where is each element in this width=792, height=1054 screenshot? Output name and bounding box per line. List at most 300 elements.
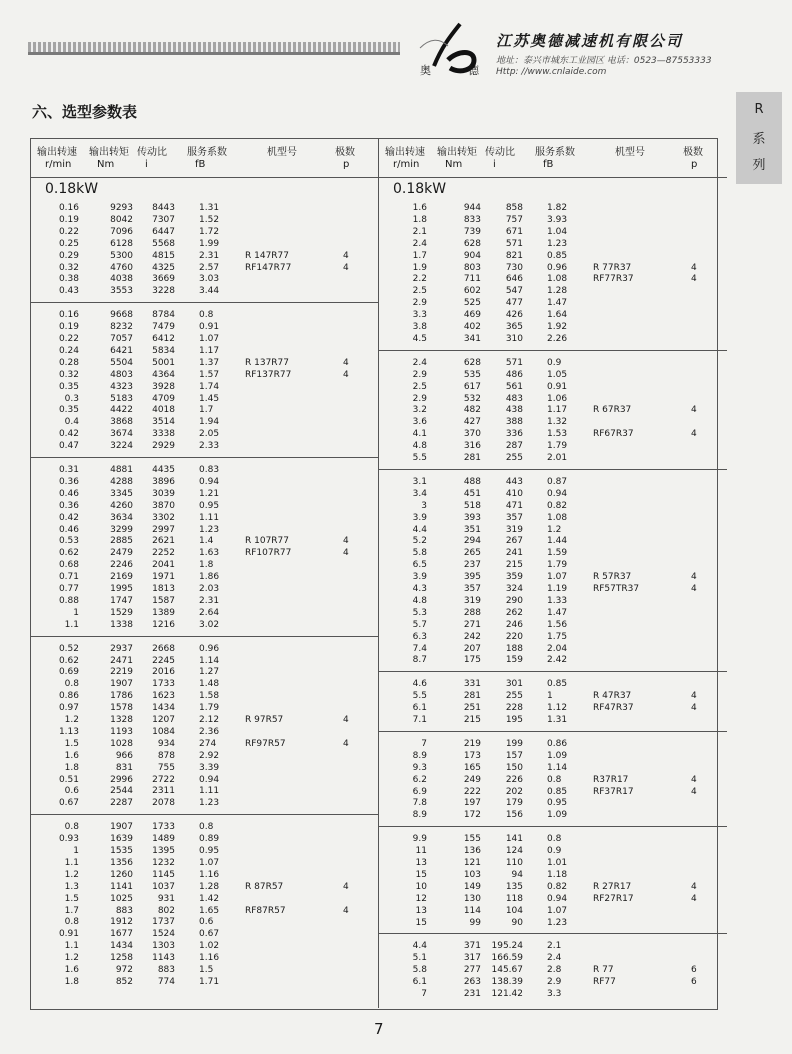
table-cell: 1.12 [547,703,568,714]
table-cell: 3345 [110,488,133,499]
table-cell: 7.4 [412,643,427,654]
table-cell: 1084 [152,726,175,737]
table-cell: 739 [463,226,481,237]
table-cell: 402 [463,322,481,332]
table-cell: 0.8 [64,679,79,690]
table-cell: 6128 [110,238,133,249]
table-cell: 319 [463,595,481,606]
table-cell: 90 [511,917,523,928]
table-cell: 1.31 [547,715,568,725]
table-cell: 0.94 [547,488,568,499]
table-cell: 878 [157,750,175,761]
table-cell: 1.23 [199,524,220,535]
group-separator [31,814,379,815]
table-cell: 0.96 [547,262,568,273]
table-cell: 1.59 [547,548,568,559]
table-cell: 1639 [110,834,133,845]
table-cell: 2.9 [412,393,427,404]
table-cell: 561 [505,381,523,392]
table-cell: 3 [421,500,427,511]
pole-cell: 4 [691,572,697,583]
table-cell: 1813 [152,584,175,594]
table-cell: 9293 [110,203,133,213]
table-cell: 0.42 [58,429,79,440]
table-cell: 1.8 [64,762,79,773]
table-cell: 0.19 [58,214,79,225]
table-cell: 1.1 [64,857,79,868]
model-cell: R 47R37 [593,691,632,702]
table-cell: 0.29 [58,250,79,261]
table-cell: 0.43 [58,286,79,297]
table-cell: 1.6 [64,750,79,761]
table-cell: 5001 [152,357,175,368]
table-cell: 4.4 [412,941,427,952]
table-cell: 4803 [110,369,133,380]
table-cell: 0.8 [64,822,79,833]
table-cell: 121.42 [491,989,523,999]
table-cell: 7 [421,738,427,749]
table-cell: 255 [505,453,523,463]
table-cell: 2.31 [199,595,220,606]
table-cell: 0.97 [58,703,79,714]
pole-cell: 4 [691,703,697,714]
table-cell: 1232 [152,857,175,868]
table-cell: 1143 [152,953,175,964]
table-cell: 271 [463,619,481,630]
table-cell: 0.47 [58,441,79,452]
table-cell: 427 [463,417,481,428]
table-cell: 294 [463,536,481,547]
table-cell: 1.17 [547,405,568,416]
column-header-speed: 输出转速 [385,147,425,158]
group-separator [31,636,379,637]
table-cell: 110 [505,858,523,868]
table-cell: 7.8 [412,798,427,809]
table-cell: 1.2 [64,715,79,725]
table-cell: 1.65 [199,905,220,916]
table-cell: 1 [73,607,79,618]
table-cell: 0.89 [199,834,220,845]
model-cell: R37R17 [593,774,629,785]
model-cell: RF107R77 [245,548,292,559]
column-unit-service: fB [195,159,206,170]
model-cell: RF87R57 [245,905,286,916]
table-cell: 4815 [152,250,175,261]
table-cell: 0.16 [58,310,79,321]
table-cell: 8232 [110,322,133,333]
table-cell: 11 [415,846,427,857]
pole-cell: 4 [691,786,697,797]
table-cell: 9.9 [412,834,427,845]
table-cell: 1.19 [547,584,568,594]
table-cell: 195.24 [491,941,523,952]
table-cell: 317 [463,953,481,964]
group-separator [379,933,727,934]
table-cell: 13 [415,858,427,868]
table-cell: 0.35 [58,381,79,392]
table-cell: 3302 [152,512,175,523]
table-cell: 2544 [110,786,133,797]
table-cell: 4260 [110,500,133,511]
table-cell: 2.9 [547,977,562,988]
model-cell: RF67R37 [593,429,634,440]
model-cell: R 77 [593,965,614,976]
group-separator [379,826,727,827]
table-cell: 2.03 [199,584,220,594]
table-cell: 1338 [110,619,133,630]
column-unit-torque: Nm [445,159,463,170]
table-cell: 2041 [152,560,175,571]
table-cell: 3.6 [412,417,427,428]
table-cell: 1.1 [64,619,79,630]
pole-cell: 4 [691,262,697,273]
table-cell: 833 [463,214,481,225]
table-cell: 1.07 [199,857,220,868]
table-cell: 3338 [152,429,175,440]
table-cell: 1.16 [199,953,220,964]
table-cell: 602 [463,286,481,297]
table-cell: 324 [505,584,523,594]
table-cell: 263 [463,977,481,988]
table-cell: 2.64 [199,607,220,618]
table-cell: 1.48 [199,679,220,690]
table-cell: 2929 [152,441,175,452]
table-cell: 10 [415,881,427,892]
table-cell: 0.32 [58,369,79,380]
group-separator [379,731,727,732]
table-cell: 2.04 [547,643,568,654]
table-cell: 4881 [110,465,133,475]
table-cell: 267 [505,536,523,547]
table-cell: 290 [505,595,523,606]
table-cell: 179 [505,798,523,809]
table-cell: 0.8 [547,774,562,785]
table-cell: 0.38 [58,274,79,285]
table-cell: 1.7 [412,250,427,261]
table-cell: 0.24 [58,345,79,356]
column-header-poles: 极数 [335,147,355,158]
table-cell: 488 [463,476,481,487]
table-cell: 3634 [110,512,133,523]
group-separator [31,457,379,458]
table-cell: 0.85 [547,250,568,261]
table-cell: 1.71 [199,976,220,987]
pole-cell: 4 [691,893,697,904]
model-cell: R 77R37 [593,262,632,273]
table-cell: 288 [463,607,481,618]
table-cell: 4.3 [412,584,427,594]
table-cell: 1.56 [547,619,568,630]
table-cell: 4760 [110,262,133,273]
table-cell: 2246 [110,560,133,571]
table-cell: 150 [505,762,523,773]
table-cell: 628 [463,357,481,368]
table-cell: 0.83 [199,465,220,475]
table-cell: 483 [505,393,523,404]
table-cell: 156 [505,810,523,821]
table-cell: 241 [505,548,523,559]
table-cell: 237 [463,560,481,571]
table-cell: 395 [463,572,481,583]
table-cell: 1.2 [547,524,562,535]
table-cell: 319 [505,524,523,535]
table-cell: 1.75 [547,631,568,642]
table-cell: 1.23 [547,238,568,249]
table-cell: 0.95 [199,846,220,856]
table-cell: 0.82 [547,500,568,511]
table-cell: 443 [505,476,523,487]
table-cell: 3228 [152,286,175,297]
table-cell: 6.9 [412,786,427,797]
table-cell: 7307 [152,214,175,225]
table-cell: 3.2 [412,405,427,416]
table-cell: 469 [463,310,481,321]
table-cell: 265 [463,548,481,559]
model-cell: RF37R17 [593,786,634,797]
table-cell: 202 [505,786,523,797]
table-cell: 486 [505,369,523,380]
table-cell: 7.1 [412,715,427,725]
column-header-poles: 极数 [683,147,703,158]
table-cell: 5.2 [412,536,427,547]
table-cell: 1.3 [64,881,79,892]
company-name: 江苏奥德减速机有限公司 [496,32,684,50]
table-cell: 281 [463,453,481,463]
model-cell: RF57TR37 [593,584,640,594]
table-cell: 2479 [110,548,133,559]
table-cell: 4.6 [412,679,427,690]
table-cell: 1.31 [199,203,220,213]
column-header-ratio: 传动比 [137,147,167,158]
table-cell: 175 [463,655,481,666]
table-cell: 114 [463,905,481,916]
pole-cell: 4 [343,250,349,261]
table-cell: 1578 [110,703,133,714]
table-cell: 858 [505,203,523,213]
column-unit-speed: r/min [393,159,420,170]
table-cell: 4435 [152,465,175,475]
table-cell: 3.39 [199,762,220,773]
table-cell: 5504 [110,357,133,368]
table-cell: 1524 [152,929,175,940]
table-cell: 3299 [110,524,133,535]
table-cell: 931 [157,893,175,904]
pole-cell: 4 [343,536,349,547]
table-cell: 2287 [110,798,133,809]
table-cell: 1356 [110,857,133,868]
table-cell: 831 [115,762,133,773]
model-cell: RF47R37 [593,703,634,714]
table-cell: 3224 [110,441,133,452]
table-cell: 277 [463,965,481,976]
table-cell: 215 [463,715,481,725]
table-cell: 231 [463,989,481,999]
pole-cell: 4 [343,357,349,368]
table-cell: 757 [505,214,523,225]
table-cell: 0.31 [58,465,79,475]
table-cell: 1.79 [547,441,568,452]
table-cell: 0.53 [58,536,79,547]
table-cell: 2996 [110,774,133,785]
table-cell: 547 [505,286,523,297]
table-cell: 12 [415,893,427,904]
model-cell: R 67R37 [593,405,632,416]
model-cell: RF77 [593,977,616,988]
table-cell: 1.37 [199,357,220,368]
table-cell: 0.94 [199,476,220,487]
table-cell: 4018 [152,405,175,416]
table-cell: 3928 [152,381,175,392]
table-cell: 3870 [152,500,175,511]
table-cell: 0.67 [199,929,220,940]
table-cell: 6.5 [412,560,427,571]
table-cell: 1.11 [199,786,220,797]
table-cell: 471 [505,500,523,511]
table-cell: 1677 [110,929,133,940]
table-cell: 316 [463,441,481,452]
table-cell: 0.28 [58,357,79,368]
table-cell: 301 [505,679,523,690]
pole-cell: 4 [343,262,349,273]
table-cell: 774 [157,976,175,987]
table-cell: 1.58 [199,691,220,702]
table-cell: 6447 [152,226,175,237]
table-cell: 1.79 [547,560,568,571]
table-cell: 0.51 [58,774,79,785]
table-cell: 1028 [110,738,133,749]
table-cell: 0.36 [58,476,79,487]
table-cell: 8.9 [412,810,427,821]
table-cell: 172 [463,810,481,821]
table-cell: 0.62 [58,548,79,559]
table-cell: 821 [505,250,523,261]
table-cell: 1.33 [547,595,568,606]
table-cell: 1.09 [547,750,568,761]
table-cell: 215 [505,560,523,571]
table-cell: 222 [463,786,481,797]
table-center-divider [378,138,379,1008]
table-cell: 1.6 [64,965,79,975]
table-cell: 4.8 [412,441,427,452]
table-cell: 4.1 [412,429,427,440]
table-cell: 1395 [152,846,175,856]
table-cell: 145.67 [491,965,523,976]
table-cell: 1.21 [199,488,220,499]
table-cell: 124 [505,846,523,857]
table-cell: 9.3 [412,762,427,773]
table-cell: 2.1 [412,226,427,237]
table-cell: 1535 [110,846,133,856]
table-cell: 934 [157,738,175,749]
table-cell: 0.8 [199,822,214,833]
pole-cell: 4 [691,774,697,785]
table-cell: 711 [463,274,481,285]
right-column-header [379,139,727,178]
table-cell: 0.77 [58,584,79,594]
table-cell: 130 [463,893,481,904]
table-cell: 4.5 [412,333,427,344]
logo-char-1: 奥 [420,64,431,77]
table-cell: 2.57 [199,262,220,273]
table-cell: 1.5 [64,893,79,904]
model-cell: R 57R37 [593,572,632,583]
side-tab-char: 列 [752,158,766,173]
table-cell: 1.17 [199,345,220,356]
table-cell: 1.32 [547,417,568,428]
table-cell: 341 [463,333,481,344]
table-cell: 0.91 [58,929,79,940]
table-cell: 166.59 [491,953,523,964]
table-cell: 5834 [152,345,175,356]
table-cell: 0.71 [58,572,79,583]
table-cell: 0.8 [199,310,214,321]
group-separator [379,350,727,351]
table-cell: 0.6 [64,786,79,797]
table-cell: 0.85 [547,786,568,797]
table-cell: 1.7 [199,405,214,416]
table-cell: 426 [505,310,523,321]
table-cell: 1.47 [547,298,568,309]
table-cell: 6.3 [412,631,427,642]
table-cell: 0.46 [58,524,79,535]
column-unit-ratio: i [493,159,496,170]
pole-cell: 6 [691,977,697,988]
table-cell: 1.92 [547,322,568,332]
table-cell: 1.8 [199,560,214,571]
section-title: 六、选型参数表 [32,103,138,121]
table-cell: 4323 [110,381,133,392]
table-cell: 802 [157,905,175,916]
pole-cell: 4 [691,274,697,285]
table-cell: 1.99 [199,238,220,249]
table-cell: 0.94 [547,893,568,904]
table-cell: 0.85 [547,679,568,690]
table-cell: 6412 [152,334,175,344]
table-cell: 2078 [152,798,175,809]
pole-cell: 4 [691,429,697,440]
table-cell: 0.95 [547,798,568,809]
table-cell: 1.5 [199,965,214,975]
table-cell: 104 [505,905,523,916]
pole-cell: 4 [343,738,349,749]
table-cell: 0.93 [58,834,79,845]
table-cell: 2.1 [547,941,562,952]
selection-table [30,138,718,1010]
table-cell: 0.46 [58,488,79,499]
table-cell: 852 [115,976,133,987]
table-cell: 1.2 [64,869,79,880]
table-cell: 966 [115,750,133,761]
table-cell: 1907 [110,822,133,833]
table-cell: 0.36 [58,500,79,511]
table-cell: 1907 [110,679,133,690]
pole-cell: 4 [343,548,349,559]
pole-cell: 4 [343,369,349,380]
table-cell: 262 [505,607,523,618]
column-header-service: 服务系数 [535,147,575,158]
table-cell: 159 [505,655,523,666]
table-cell: 1.04 [547,226,568,237]
table-cell: 2621 [152,536,175,547]
table-cell: 7057 [110,334,133,344]
table-cell: 121 [463,858,481,868]
table-cell: 1995 [110,584,133,594]
table-cell: 5.5 [412,453,427,463]
table-cell: 13 [415,905,427,916]
header-decor-rule [28,52,400,55]
table-cell: 195 [505,715,523,725]
table-cell: 3.93 [547,214,568,225]
